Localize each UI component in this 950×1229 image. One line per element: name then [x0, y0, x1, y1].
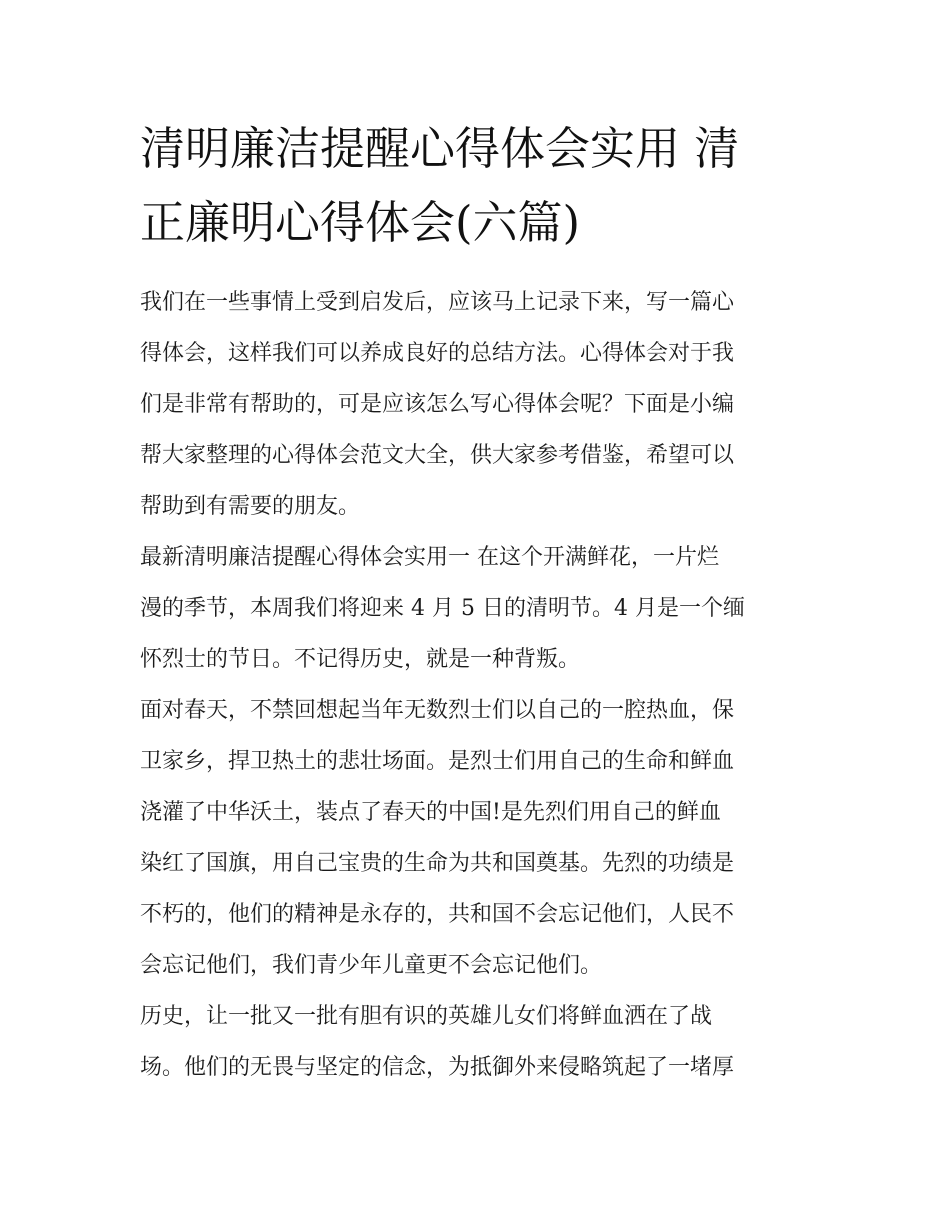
body-line: 我们在一些事情上受到启发后，应该马上记录下来，写一篇心: [140, 290, 735, 315]
body-line: 场。他们的无畏与坚定的信念，为抵御外来侵略筑起了一堵厚: [140, 1055, 735, 1080]
body-line: 卫家乡，捍卫热土的悲壮场面。是烈士们用自己的生命和鲜血: [140, 749, 735, 774]
document-title: [140, 112, 820, 260]
body-line: 浇灌了中华沃土，装点了春天的中国!是先烈们用自己的鲜血: [140, 800, 721, 825]
body-line: 漫的季节，本周我们将迎来 4 月 5 日的清明节。4 月是一个缅: [140, 596, 745, 621]
document-body: [140, 277, 820, 1093]
body-line: 帮助到有需要的朋友。: [140, 494, 361, 519]
body-line: 面对春天，不禁回想起当年无数烈士们以自己的一腔热血，保: [140, 698, 735, 723]
body-line: 历史，让一批又一批有胆有识的英雄儿女们将鲜血洒在了战: [140, 1004, 713, 1029]
body-line: 得体会，这样我们可以养成良好的总结方法。心得体会对于我: [140, 341, 735, 366]
body-line: 帮大家整理的心得体会范文大全，供大家参考借鉴，希望可以: [140, 443, 735, 468]
title-line-2: 正廉明心得体会(六篇): [140, 196, 581, 249]
body-line: 怀烈士的节日。不记得历史，就是一种背叛。: [140, 647, 581, 672]
body-line: 会忘记他们，我们青少年儿童更不会忘记他们。: [140, 953, 603, 978]
body-line: 不朽的，他们的精神是永存的，共和国不会忘记他们，人民不: [140, 902, 735, 927]
title-line-1: 清明廉洁提醒心得体会实用 清: [140, 122, 740, 175]
body-line: 最新清明廉洁提醒心得体会实用一 在这个开满鲜花，一片烂: [140, 545, 719, 570]
body-line: 们是非常有帮助的，可是应该怎么写心得体会呢？下面是小编: [140, 392, 735, 417]
body-line: 染红了国旗，用自己宝贵的生命为共和国奠基。先烈的功绩是: [140, 851, 735, 876]
